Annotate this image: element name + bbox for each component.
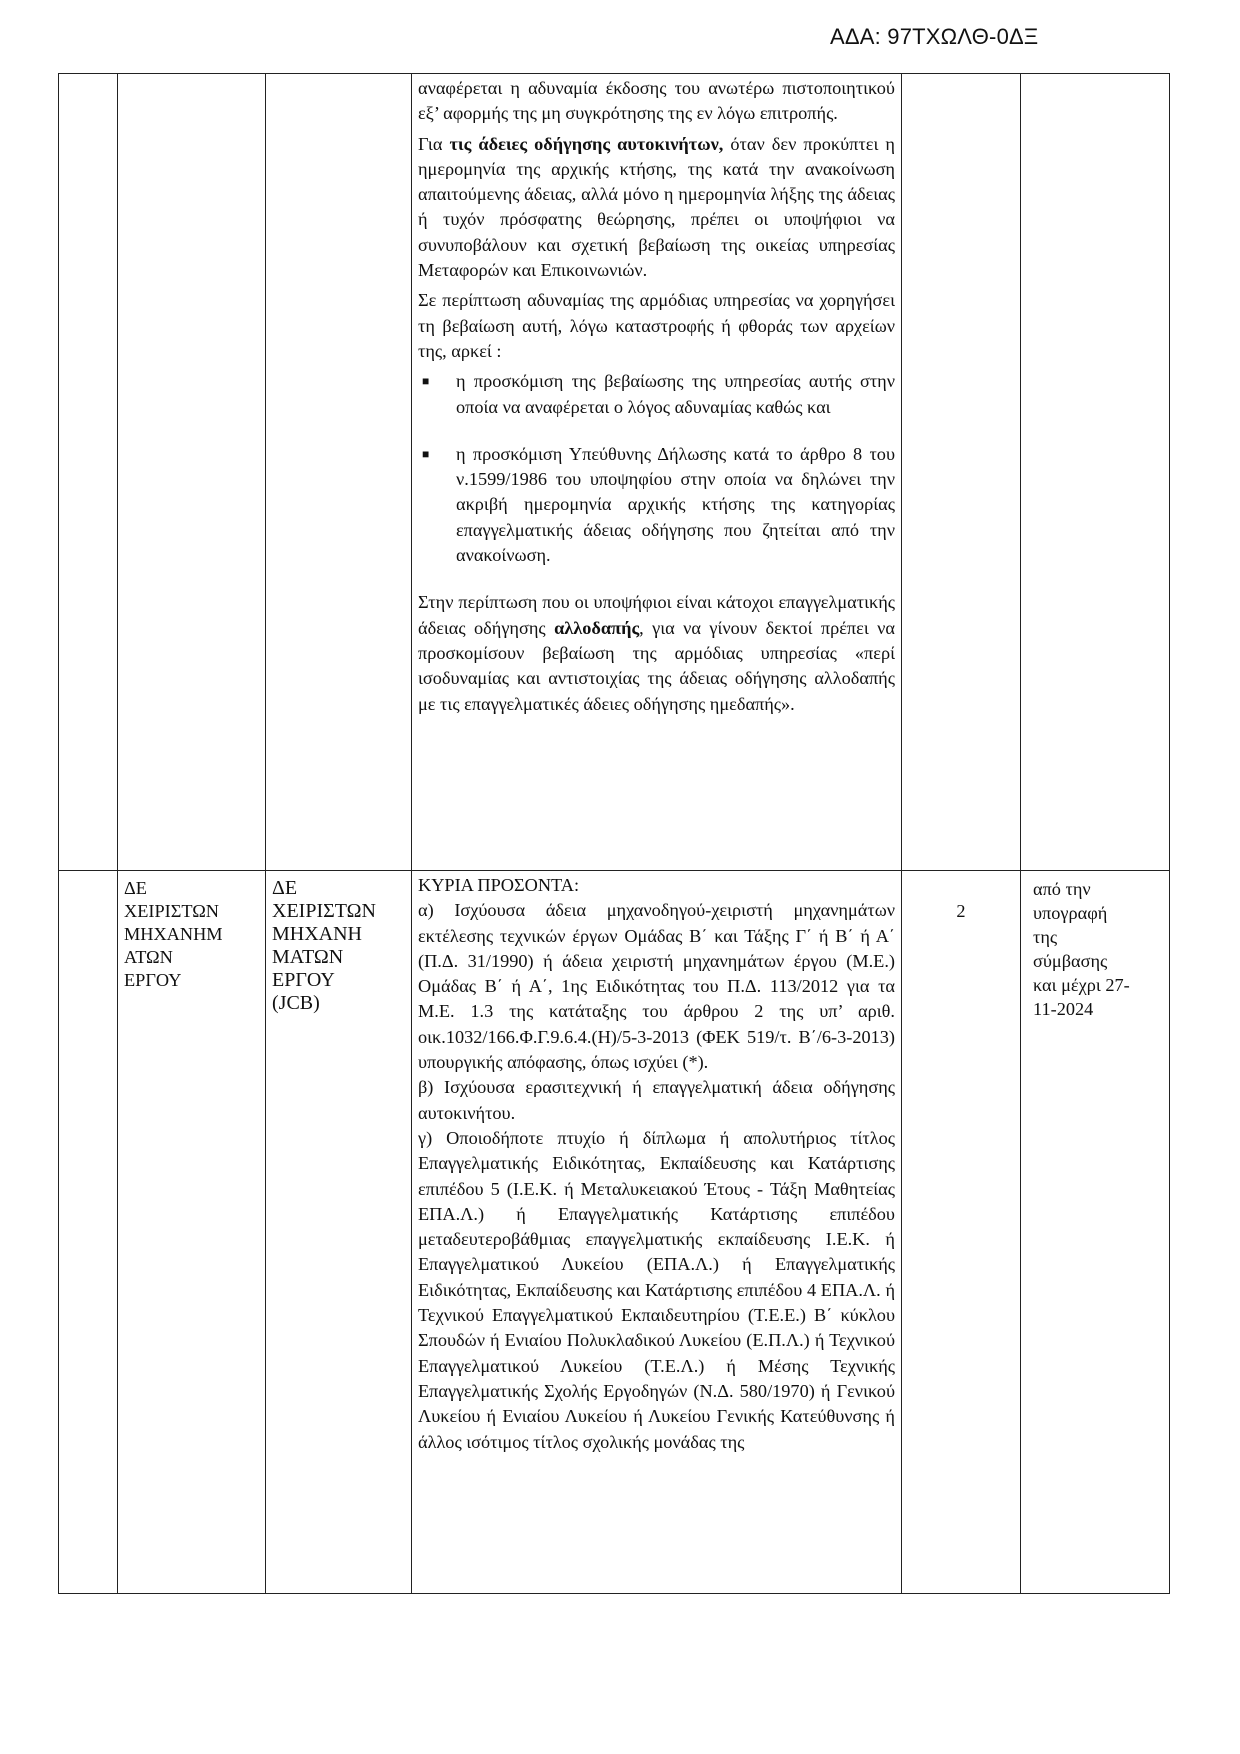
text-line: και μέχρι 27- <box>1033 975 1130 995</box>
contract-duration <box>1027 877 1163 1021</box>
text-line: υπογραφή <box>1033 903 1108 923</box>
cell-unit <box>118 74 266 871</box>
table-row <box>59 871 1170 1594</box>
specialty-title <box>272 877 405 1015</box>
qualifications-heading: ΚΥΡΙΑ ΠΡΟΣΟΝΤΑ: <box>418 875 580 895</box>
list-item <box>418 369 895 420</box>
unit-title <box>124 877 259 992</box>
text-line: από την <box>1033 879 1091 899</box>
cell-index <box>59 871 118 1594</box>
qualification-a: α) Ισχύουσα άδεια μηχανοδηγού-χειριστή μηχανημάτων εκτέλεσης τεχνικών έργων Ομάδας Β΄ και Τάξης Γ΄ ή Β΄ ή Α΄ (Π.Δ. 31/1990) ή άδεια χειριστή μηχανημάτων έργου (Μ.Ε.) Ομάδας Β΄ ή Α΄, 1ης Ειδικότητας του Π.Δ. 113/2012 για τα Μ.Ε. 1.3 της κατάταξης του άρθρου 2 της υπ’ αριθ. οικ.1032/166.Φ.Γ.9.6.4.(Η)/5-3-2013 (ΦΕΚ 519/τ. Β΄/6-3-2013) υπουργικής απόφασης, όπως ισχύει (*). <box>418 900 895 1073</box>
cell-specialty <box>266 871 412 1594</box>
text-line: ΜΗΧΑΝΗΜ <box>124 924 223 944</box>
text-line: ΕΡΓΟΥ <box>124 970 182 990</box>
text-line: ΔΕ <box>124 878 147 898</box>
cell-count <box>902 74 1021 871</box>
paragraph: Σε περίπτωση αδυναμίας της αρμόδιας υπηρεσίας να χορηγήσει τη βεβαίωση αυτή, λόγω καταστροφής ή φθοράς των αρχείων της, αρκεί : <box>418 290 895 361</box>
bullet-icon: ■ <box>422 446 430 461</box>
cell-index <box>59 74 118 871</box>
cell-duration <box>1021 74 1170 871</box>
bold-text: αλλοδαπής <box>554 617 640 638</box>
text-line: (JCB) <box>272 992 320 1014</box>
paragraph: αναφέρεται η αδυναμία έκδοσης του ανωτέρω πιστοποιητικού εξ’ αφορμής της μη συγκρότησης της εν λόγω επιτροπής. <box>418 78 895 124</box>
document-ada-code: ΑΔΑ: 97ΤΧΩΛΘ-0ΔΞ <box>830 24 1039 49</box>
text-span: , για να γίνουν δεκτοί πρέπει να προσκομίσουν βεβαίωση της αρμόδιας υπηρεσίας «περί ισοδυναμίας και αντιστοιχίας της άδειας οδήγησης αλλοδαπής με τις επαγγελματικές άδειες οδήγησης ημεδαπής». <box>418 617 895 714</box>
text-line: ΧΕΙΡΙΣΤΩΝ <box>124 901 219 921</box>
list-item-text: η προσκόμιση Υπεύθυνης Δήλωσης κατά το άρθρο 8 του ν.1599/1986 του υποψηφίου στην οποία να δηλώνει την ακριβή ημερομηνία αρχικής κτήσης της κατηγορίας επαγγελματικής άδειας οδήγησης που ζητείται από την ανακοίνωση. <box>456 443 895 566</box>
cell-qualifications <box>412 871 902 1594</box>
text-line: της <box>1033 927 1058 947</box>
table-row <box>59 74 1170 871</box>
text-span: Στην περίπτωση που οι υποψήφιοι είναι κάτοχοι επαγγελματικής άδειας οδήγησης <box>418 592 895 638</box>
paragraph-foreign-license <box>418 590 895 716</box>
text-line: ΜΑΤΩΝ <box>272 946 344 968</box>
positions-table <box>58 73 1170 1594</box>
qualification-c: γ) Οποιοδήποτε πτυχίο ή δίπλωμα ή απολυτήριος τίτλος Επαγγελματικής Ειδικότητας, Εκπαίδευσης και Κατάρτισης επιπέδου 5 (Ι.Ε.Κ. ή Μεταλυκειακού Έτους - Τάξη Μαθητείας ΕΠΑ.Λ.) ή Επαγγελματικής Κατάρτισης επιπέδου μεταδευτεροβάθμιας επαγγελματικής εκπαίδευσης Ι.Ε.Κ. ή Επαγγελματικού Λυκείου (ΕΠΑ.Λ.) ή Επαγγελματικής Ειδικότητας, Εκπαίδευσης και Κατάρτισης επιπέδου 4 ΕΠΑ.Λ. ή Τεχνικού Επαγγελματικού Εκπαιδευτηρίου (Τ.Ε.Ε.) Β΄ κύκλου Σπουδών ή Ενιαίου Πολυκλαδικού Λυκείου (Ε.Π.Λ.) ή Τεχνικού Επαγγελματικού Λυκείου (Τ.Ε.Λ.) ή Μέσης Τεχνικής Επαγγελματικής Σχολής Εργοδηγών (Ν.Δ. 580/1970) ή Γενικού Λυκείου ή Ενιαίου Λυκείου ή Λυκείου Γενικής Κατεύθυνσης ή άλλος ισότιμος τίτλος σχολικής μονάδας της <box>418 1127 895 1452</box>
bullet-icon: ■ <box>422 374 430 389</box>
cell-count <box>902 871 1021 1594</box>
text-span: όταν δεν προκύπτει η ημερομηνία της αρχικής κτήσης, της κατά την ανακοίνωση απαιτούμενης άδειας, αλλά μόνο η ημερομηνία λήξης της άδειας ή τυχόν πρόσφατης θεώρησης, πρέπει οι υποψήφιοι να συνυποβάλουν και σχετική βεβαίωση της οικείας υπηρεσίας Μεταφορών και Επικοινωνιών. <box>418 133 895 281</box>
qualification-b: β) Ισχύουσα ερασιτεχνική ή επαγγελματική άδεια οδήγησης αυτοκινήτου. <box>418 1077 895 1123</box>
paragraph-driving-licenses <box>418 132 895 284</box>
bold-text: τις άδειες οδήγησης αυτοκινήτων, <box>449 133 724 154</box>
positions-count: 2 <box>956 901 966 921</box>
text-span: Για <box>418 133 450 154</box>
text-line: 11-2024 <box>1033 999 1094 1019</box>
text-line: ΔΕ <box>272 877 298 899</box>
text-line: ΧΕΙΡΙΣΤΩΝ <box>272 900 376 922</box>
cell-unit <box>118 871 266 1594</box>
cell-qualifications <box>412 74 902 871</box>
list-item-text: η προσκόμιση της βεβαίωσης της υπηρεσίας αυτής στην οποία να αναφέρεται ο λόγος αδυναμίας καθώς και <box>456 371 895 417</box>
list-item <box>418 442 895 568</box>
cell-duration <box>1021 871 1170 1594</box>
text-line: σύμβασης <box>1033 951 1108 971</box>
text-line: ΕΡΓΟΥ <box>272 969 335 991</box>
text-line: ΑΤΩΝ <box>124 947 173 967</box>
cell-specialty <box>266 74 412 871</box>
text-line: ΜΗΧΑΝΗ <box>272 923 362 945</box>
